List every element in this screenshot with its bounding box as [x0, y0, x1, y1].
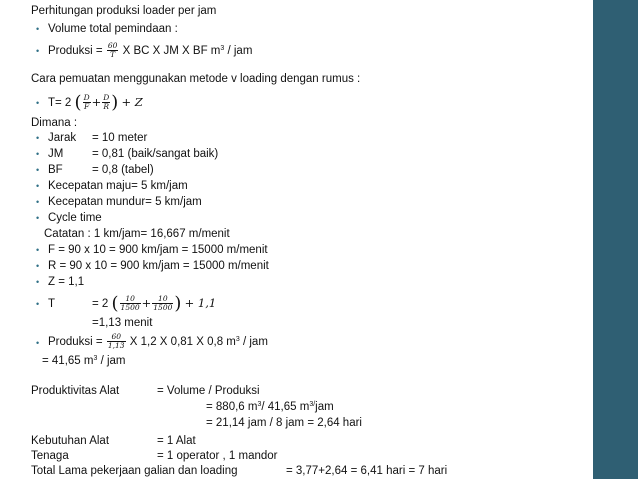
produktivitas-l3: = 21,14 jam / 8 jam = 2,64 hari [206, 417, 362, 429]
volume-line: Volume total pemindaan : [48, 23, 178, 35]
var-jarak-value: = 10 meter [92, 132, 148, 144]
produktivitas-label: Produktivitas Alat [31, 385, 120, 397]
tenaga-value: = 1 operator , 1 mandor [157, 450, 278, 462]
kebutuhan-value: = 1 Alat [157, 435, 196, 447]
produktivitas-l2: = 880,6 $m^3/$ 41,65 $m^{3/}jam$ [206, 401, 334, 413]
kebutuhan-label: Kebutuhan Alat [31, 435, 110, 447]
speed-mundur: Kecepatan mundur= 5 km/jam [48, 196, 202, 208]
bullet: • [36, 299, 40, 309]
bullet: • [36, 245, 40, 255]
bullet: • [36, 24, 40, 34]
bullet: • [36, 165, 40, 175]
produksi-calc: Produksi = $\frac{60}{1,13}$ X 1,2 X 0,81 X 0,8 $m^3$ / jam [48, 332, 268, 351]
var-bf-value: = 0,8 (tabel) [92, 164, 154, 176]
r-line: R = 90 x 10 = 900 km/jam = 15000 m/menit [48, 260, 269, 272]
speed-maju: Kecepatan maju= 5 km/jam [48, 180, 188, 192]
cycle-time: Cycle time [48, 212, 102, 224]
var-jm-value: = 0,81 (baik/sangat baik) [92, 148, 219, 160]
f-line: F = 90 x 10 = 900 km/jam = 15000 m/menit [48, 244, 268, 256]
t-calc-formula: = 2 ( $\frac{10}{1500}$ + $\frac{10}{1500}$ ) + 1,1 [92, 292, 217, 314]
bullet: • [36, 133, 40, 143]
dimana-label: Dimana : [31, 117, 78, 129]
side-accent-bar [593, 0, 638, 479]
produksi-formula: Produksi = $\frac{60}{T}$ X BC X JM X BF $m^3$ / jam [48, 41, 253, 60]
bullet: • [36, 197, 40, 207]
bullet: • [36, 213, 40, 223]
bullet: • [36, 98, 40, 108]
t-calc-result: =1,13 menit [92, 317, 153, 329]
var-jarak-name: Jarak [48, 132, 77, 144]
bullet: • [36, 46, 40, 56]
produksi-result: = 41,65 $m^3$ / jam [42, 355, 126, 367]
var-bf-name: BF [48, 164, 63, 176]
tenaga-label: Tenaga [31, 450, 69, 462]
heading: Perhitungan produksi loader per jam [31, 5, 217, 17]
t-formula: T= 2 ( $\frac{D}{F}$ + $\frac{D}{R}$ ) + Z [48, 91, 143, 113]
bullet: • [36, 338, 40, 348]
total-value: = 3,77+2,64 = 6,41 hari = 7 hari [286, 465, 448, 477]
produktivitas-l1: = Volume / Produksi [157, 385, 260, 397]
catatan-note: Catatan : 1 km/jam= 16,667 m/menit [44, 228, 230, 240]
var-jm-name: JM [48, 148, 64, 160]
total-label: Total Lama pekerjaan galian dan loading [31, 465, 238, 477]
bullet: • [36, 277, 40, 287]
bullet: • [36, 181, 40, 191]
bullet: • [36, 261, 40, 271]
z-line: Z = 1,1 [48, 276, 85, 288]
t-calc-label: T [48, 298, 56, 310]
method-line: Cara pemuatan menggunakan metode v loading dengan rumus : [31, 73, 361, 85]
bullet: • [36, 149, 40, 159]
